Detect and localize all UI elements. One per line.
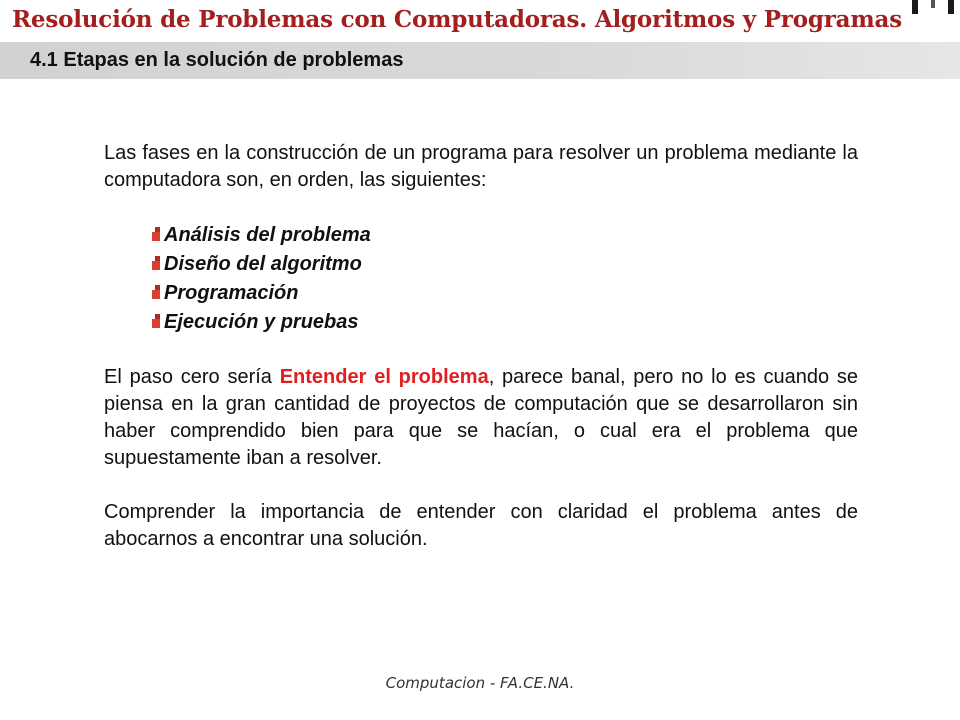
intro-paragraph: Las fases en la construcción de un programa para resolver un problema mediante la computadora son, en orden, las siguientes: — [104, 142, 858, 191]
bullet-icon — [152, 256, 160, 270]
phase-label: Análisis del problema — [164, 224, 371, 246]
subtitle-bar — [0, 42, 960, 79]
slide-title: Resolución de Problemas con Computadoras. Algoritmos y Programas — [12, 6, 902, 33]
phase-label: Programación — [164, 282, 299, 304]
phase-label: Diseño del algoritmo — [164, 253, 362, 275]
closing-paragraph: Comprender la importancia de entender con claridad el problema antes de abocarnos a encontrar una solución. — [104, 501, 858, 550]
title-bar — [0, 0, 960, 42]
bullet-icon — [152, 227, 160, 241]
step-zero-highlight: Entender el problema — [279, 366, 489, 388]
corner-logo-icon — [912, 0, 954, 14]
list-item — [152, 221, 858, 250]
paragraph-spacer — [104, 472, 858, 499]
phases-list — [104, 221, 858, 337]
step-zero-paragraph — [104, 364, 858, 472]
list-item — [152, 308, 858, 337]
footer-text: Computacion - FA.CE.NA. — [385, 674, 575, 692]
bullet-icon — [152, 314, 160, 328]
phase-label: Ejecución y pruebas — [164, 311, 359, 333]
bullet-icon — [152, 285, 160, 299]
section-subtitle: 4.1 Etapas en la solución de problemas — [30, 49, 404, 71]
list-item — [152, 250, 858, 279]
list-item — [152, 279, 858, 308]
step-zero-text-after: , parece banal, pero no lo es cuando se piensa en la gran cantidad de proyectos de computación que se desarrollaron sin haber comprendido bien para que se hacían, o cual era el problema que supuestamente iban a resolver. — [104, 366, 858, 469]
step-zero-text-before: El paso cero sería — [104, 366, 280, 388]
slide-body — [104, 140, 858, 553]
